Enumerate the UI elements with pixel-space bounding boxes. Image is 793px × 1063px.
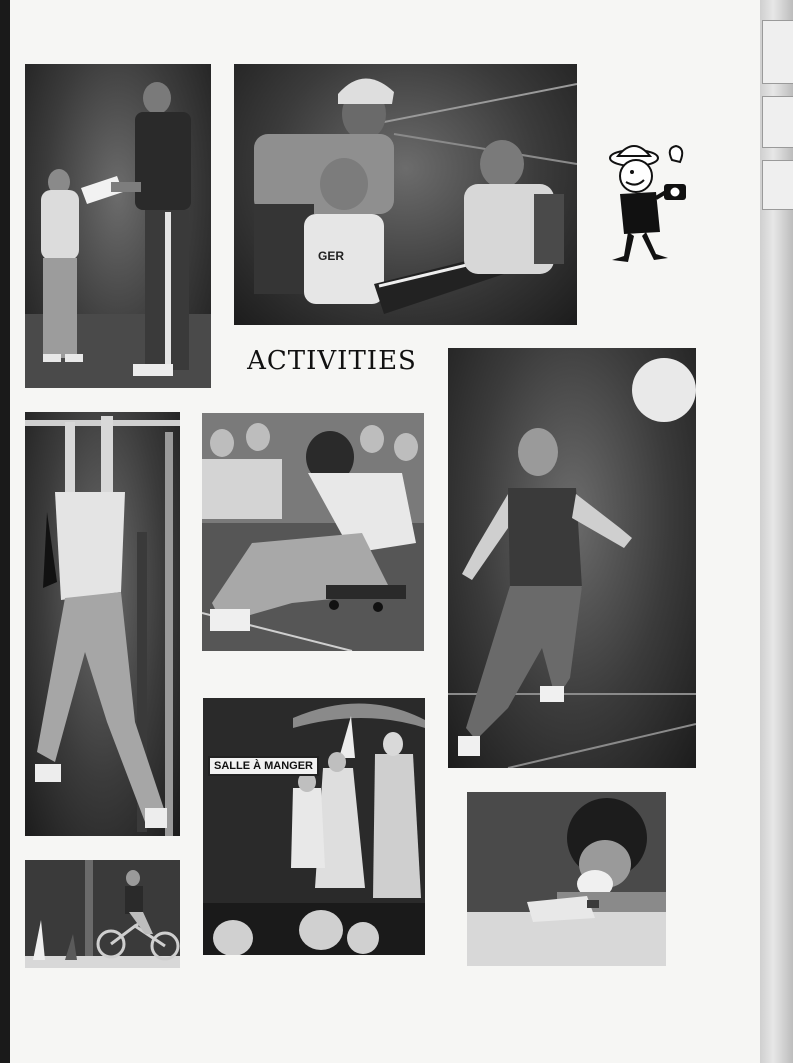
- photo-teacher-hands-paper-scene: [25, 64, 211, 388]
- photo-scooter-scene: [202, 413, 424, 651]
- page-title: ACTIVITIES: [247, 346, 417, 376]
- photo-bike-scene: [25, 860, 180, 968]
- photo-running-scene: [448, 348, 696, 768]
- photo-adult-and-boys-wrestling: [234, 64, 577, 325]
- photo-child-with-mask: [467, 792, 666, 966]
- photo-bmx-bike-ride: [25, 860, 180, 968]
- photo-girl-hanging-from-bar: [25, 412, 180, 836]
- page-tab: [762, 160, 793, 210]
- page-tab: [762, 20, 793, 84]
- photo-play-on-stage: [203, 698, 425, 955]
- photo-stage-scene: [203, 698, 425, 955]
- photo-wrestling-scene: [234, 64, 577, 325]
- stage-sign: SALLE À MANGER: [208, 756, 319, 776]
- photo-mask-scene: [467, 792, 666, 966]
- cartoon-photographer-icon: [606, 140, 704, 270]
- page-tab: [762, 96, 793, 148]
- photo-boy-on-scooter-board: [202, 413, 424, 651]
- photo-teacher-hands-paper: [25, 64, 211, 388]
- shirt-text: GER: [318, 249, 345, 263]
- photo-hanging-scene: [25, 412, 180, 836]
- scan-edge: [760, 0, 793, 1063]
- photo-boy-running-balloon: [448, 348, 696, 768]
